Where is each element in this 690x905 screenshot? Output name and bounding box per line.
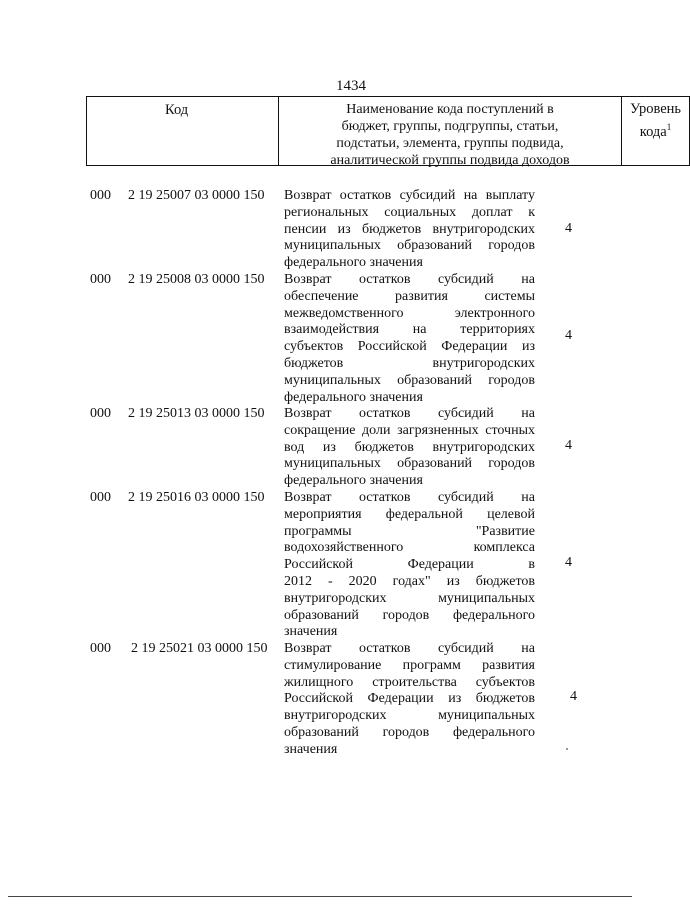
row-level: 4 (565, 328, 572, 343)
row-description-line: Возврат остатков субсидий на (284, 490, 535, 505)
row-level: 4 (565, 438, 572, 453)
row-description-line: образований городов федерального (284, 607, 535, 623)
row-description-line: Российской Федерации из бюджетов (284, 691, 535, 707)
row-description-line: обеспечение развития системы (284, 288, 535, 304)
row-description-line: образований городов федерального (284, 724, 535, 740)
row-description-line: бюджетов внутригородских (284, 355, 535, 371)
row-level: 4 (565, 555, 572, 570)
row-description-line: Возврат остатков субсидий на выплату (284, 188, 535, 203)
row-level: 4 (570, 689, 577, 704)
row-description-line: пенсии из бюджетов внутригородских (284, 221, 535, 237)
row-description (284, 188, 535, 272)
scan-speck (566, 748, 568, 750)
header-level-line2 (622, 118, 689, 141)
header-name-line: Наименование кода поступлений в (346, 102, 554, 117)
row-code: 2 19 25013 03 0000 150 (128, 406, 265, 421)
row-prefix: 000 (90, 641, 111, 656)
row-description-line: внутригородских муниципальных (284, 590, 535, 606)
header-level-cell (622, 97, 690, 165)
row-description-line: внутригородских муниципальных (284, 708, 535, 724)
page-number: 1434 (336, 78, 366, 94)
row-description-line: субъектов Российской Федерации из (284, 339, 535, 355)
row-prefix: 000 (90, 490, 111, 505)
header-level-footnote: 1 (666, 122, 672, 132)
row-description-line: федерального значения (284, 473, 423, 489)
row-code: 2 19 25008 03 0000 150 (128, 272, 265, 287)
row-description-line: муниципальных образований городов (284, 456, 535, 472)
row-description-line: водохозяйственного комплекса (284, 540, 535, 556)
row-description-line: муниципальных образований городов (284, 238, 535, 254)
row-prefix: 000 (90, 188, 111, 203)
row-description-line: программы "Развитие (284, 523, 535, 539)
row-description-line: Возврат остатков субсидий на (284, 641, 535, 656)
row-description (284, 272, 535, 406)
row-prefix: 000 (90, 406, 111, 421)
row-description-line: межведомственного электронного (284, 305, 535, 321)
row-description-line: сокращение доли загрязненных сточных (284, 422, 535, 438)
row-description-line: Российской Федерации в (284, 557, 535, 573)
row-description (284, 490, 535, 641)
row-level: 4 (565, 221, 572, 236)
header-name-line: подстатьи, элемента, группы подвида, (336, 136, 564, 151)
table-header (86, 96, 690, 166)
row-description-line: федерального значения (284, 389, 423, 405)
row-description-line: стимулирование программ развития (284, 657, 535, 673)
row-description-line: муниципальных образований городов (284, 372, 535, 388)
row-description (284, 406, 535, 490)
row-description-line: вод из бюджетов внутригородских (284, 439, 535, 455)
row-description-line: Возврат остатков субсидий на (284, 272, 535, 287)
row-description-line: федерального значения (284, 255, 423, 271)
row-code: 2 19 25007 03 0000 150 (128, 188, 265, 203)
row-code: 2 19 25021 03 0000 150 (131, 641, 268, 656)
row-description (284, 641, 535, 759)
header-name-cell (279, 97, 622, 168)
header-code-label: Код (165, 102, 189, 118)
row-description-line: взаимодействия на территориях (284, 322, 535, 338)
header-level-line1: Уровень (629, 101, 682, 117)
row-description-line: региональных социальных доплат к (284, 204, 535, 220)
row-description-line: 2012 - 2020 годах" из бюджетов (284, 573, 535, 589)
row-code: 2 19 25016 03 0000 150 (128, 490, 265, 505)
row-description-line: значения (284, 741, 338, 757)
row-description-line: жилищного строительства субъектов (284, 674, 535, 690)
header-name-line: аналитической группы подвида доходов (330, 153, 570, 168)
row-description-line: мероприятия федеральной целевой (284, 506, 535, 522)
header-name-line: бюджет, группы, подгруппы, статьи, (341, 119, 559, 134)
row-description-line: значения (284, 624, 338, 640)
row-description-line: Возврат остатков субсидий на (284, 406, 535, 421)
header-code-cell (86, 97, 279, 165)
row-prefix: 000 (90, 272, 111, 287)
header-level-word: кода (639, 123, 667, 140)
page-bottom-edge (8, 896, 632, 897)
